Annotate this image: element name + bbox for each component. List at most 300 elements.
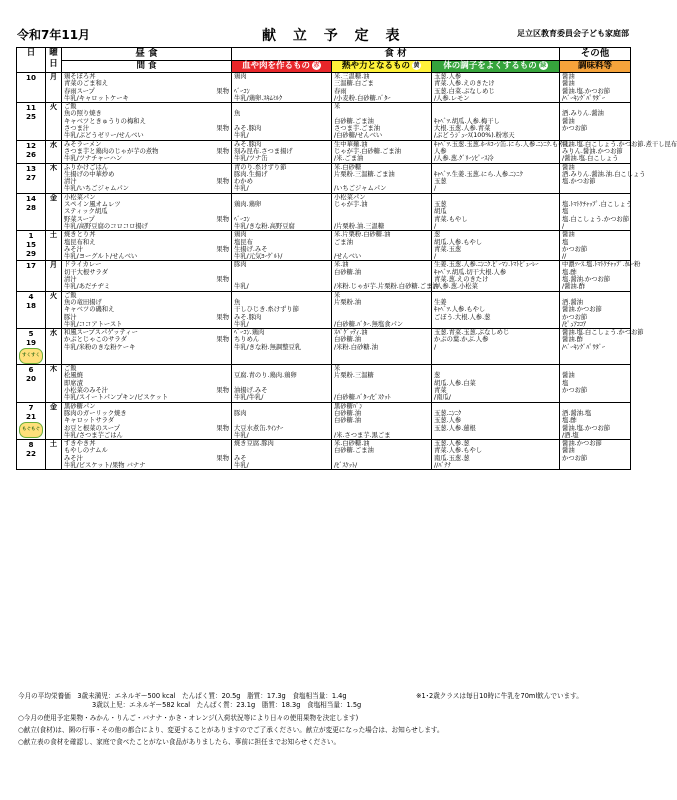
dish-name: 切干大根サラダ bbox=[64, 268, 109, 276]
green-ingredients-line: ｷｬﾍﾞﾂ.胡瓜.切干大根.人参 bbox=[434, 268, 507, 276]
green-ingredients-line: 玉葱.人参 bbox=[434, 417, 462, 425]
seasonings-line: かつお節 bbox=[562, 245, 588, 253]
date-number: 19 bbox=[25, 338, 36, 348]
green-ingredients bbox=[432, 163, 560, 193]
seasonings bbox=[560, 365, 631, 403]
day-row bbox=[17, 73, 631, 103]
red-ingredients-line: 刻み昆布.さつま揚げ bbox=[234, 147, 293, 155]
seasonings-line bbox=[562, 394, 628, 401]
dish-name: かぶとじゃこのサラダ bbox=[64, 336, 127, 344]
menu-items-line bbox=[64, 208, 229, 215]
seasonings-line: 酒.醤油 bbox=[562, 298, 583, 306]
dish-name: ご飯 bbox=[64, 103, 77, 111]
red-ingredients-line: 鶏肉.鶏卵 bbox=[234, 201, 262, 209]
green-ingredients bbox=[432, 365, 560, 403]
event-badge-icon: すくすく bbox=[19, 348, 43, 364]
red-ingredients bbox=[232, 291, 332, 329]
seasonings-line: 醤油.酢 bbox=[562, 336, 583, 344]
red-ingredients bbox=[232, 193, 332, 231]
dish-name: キャベツときゅうりの梅和え bbox=[64, 117, 146, 125]
red-ingredients bbox=[232, 140, 332, 163]
dish-name: 鶏そぼろ丼 bbox=[64, 73, 96, 80]
weekday-column-header bbox=[46, 48, 62, 73]
menu-items-line bbox=[64, 80, 229, 87]
day-row bbox=[17, 402, 631, 440]
date-number: 15 bbox=[25, 240, 36, 250]
dish-name: 牛乳/米粉のきな粉ケーキ bbox=[64, 343, 136, 351]
event-badge-icon: もぐもぐ bbox=[19, 422, 43, 438]
date-number: 27 bbox=[25, 172, 36, 182]
red-ingredients-line: 牛乳/ツナ缶 bbox=[234, 155, 268, 163]
menu-items-line bbox=[64, 223, 229, 230]
menu-items-line bbox=[64, 372, 229, 379]
weekday: 月 bbox=[46, 261, 62, 291]
dish-name: スペイン風オムレツ bbox=[64, 201, 121, 209]
menu-items bbox=[62, 140, 232, 163]
green-ingredients-line: ｷｬﾍﾞﾂ.人参.もやし bbox=[434, 306, 486, 314]
yellow-ingredients-line: ｽﾊﾟｹﾞｯﾃｨ.油 bbox=[334, 329, 368, 337]
red-ingredients-line: 牛乳/鶏卵.ｽｷﾑﾐﾙｸ bbox=[234, 94, 283, 102]
green-ingredients-line bbox=[434, 365, 557, 372]
green-ingredients-line: 葱 bbox=[434, 372, 441, 380]
seasonings bbox=[560, 440, 631, 470]
green-ingredients-line: 玉葱.人参.葱 bbox=[434, 440, 470, 448]
day-row bbox=[17, 329, 631, 365]
nutrition-row-2 bbox=[18, 701, 628, 709]
seasonings-line: /醤油.酢 bbox=[562, 283, 586, 291]
yellow-ingredients-line bbox=[334, 306, 429, 313]
yellow-ingredients bbox=[332, 261, 439, 291]
yellow-ingredients-line bbox=[334, 455, 429, 462]
yellow-mark-icon: 黄 bbox=[413, 62, 420, 69]
date-number: 22 bbox=[25, 449, 36, 459]
green-ingredients-line: //ﾊﾞﾅﾅ bbox=[434, 462, 451, 470]
yellow-ingredients bbox=[332, 365, 432, 403]
red-ingredients-line: みそ.豚肉 bbox=[234, 125, 262, 133]
green-ingredients-line: / bbox=[434, 253, 437, 261]
yellow-ingredients-line: /米.ごま油 bbox=[334, 155, 364, 163]
yellow-ingredients-line: /いちごジャムパン bbox=[334, 185, 387, 193]
green-ingredients-line bbox=[434, 403, 557, 410]
dish-name: 青菜のごま和え bbox=[64, 80, 109, 88]
date-number: 13 bbox=[25, 163, 36, 173]
seasonings-line: 塩 bbox=[562, 379, 569, 387]
green-ingredients-line bbox=[434, 110, 557, 117]
menu-items-line bbox=[64, 344, 229, 351]
menu-items-line bbox=[64, 185, 229, 192]
menu-items-line bbox=[64, 432, 229, 439]
dish-name: みそ汁 bbox=[64, 454, 83, 462]
seasonings-line: // bbox=[562, 253, 567, 261]
menu-body bbox=[17, 72, 677, 470]
date-number: 1 bbox=[28, 231, 34, 241]
dish-name: 野菜スープ bbox=[64, 215, 95, 223]
dish-name: キャベツの磯和え bbox=[64, 306, 115, 314]
menu-items-line bbox=[64, 425, 229, 432]
yellow-ingredients-line: /米粉.じゃが芋.片栗粉.白砂糖.ごま油 bbox=[334, 283, 439, 291]
green-ingredients-line: 胡瓜 bbox=[434, 208, 447, 216]
green-ingredients-line bbox=[434, 292, 557, 299]
snack-column-header: 間 食 bbox=[62, 61, 232, 73]
day-row bbox=[17, 440, 631, 470]
red-ingredients-line bbox=[234, 269, 329, 276]
seasonings-line: 醤油 bbox=[562, 117, 575, 125]
red-ingredients-line: 塩昆布 bbox=[234, 238, 253, 246]
red-ingredients-line: 牛乳/きな粉.無調整豆乳 bbox=[234, 343, 302, 351]
category-red-header: 血や肉を作るもの 赤 bbox=[232, 61, 332, 73]
menu-items-line bbox=[64, 336, 229, 343]
yellow-ingredients bbox=[332, 291, 432, 329]
day-dates bbox=[17, 261, 46, 291]
fruit-marker: 果物 bbox=[216, 178, 229, 186]
green-ingredients-line: 玉葱 bbox=[434, 201, 447, 209]
date-number: 20 bbox=[25, 374, 36, 384]
green-ingredients-line bbox=[434, 321, 557, 328]
green-ingredients-line: 青菜.人参.えのきたけ bbox=[434, 80, 495, 88]
seasonings bbox=[560, 329, 644, 365]
dish-name: 牛乳/ココアトースト bbox=[64, 320, 123, 328]
green-ingredients bbox=[432, 329, 560, 365]
dish-name: 牛乳/高野豆腐のコロコロ揚げ bbox=[64, 222, 148, 230]
green-ingredients-line: 青菜.人参.もやし bbox=[434, 447, 483, 455]
yellow-ingredients bbox=[332, 73, 432, 103]
seasonings-line bbox=[562, 185, 628, 192]
day-dates bbox=[17, 163, 46, 193]
fruit-marker: 果物 bbox=[216, 276, 229, 284]
seasonings-line: 醤油 bbox=[562, 231, 575, 239]
red-ingredients-line: わかめ bbox=[234, 178, 253, 186]
green-ingredients-line: 生姜.玉葱.人参.ﾆﾝﾆｸ.ﾋﾟｰﾏﾝ.ﾄﾏﾄﾋﾟｭｰﾚｰ bbox=[434, 261, 539, 269]
yellow-ingredients-line: 白砂糖.ごま油 bbox=[334, 447, 374, 455]
weekday: 金 bbox=[46, 193, 62, 231]
yellow-ingredients-line: 米.油 bbox=[334, 261, 349, 269]
note-allergy: ○献立表の食材を確認し、家庭で食べたことがない食品がありましたら、事前に担任までお知らせください。 bbox=[18, 738, 341, 746]
red-ingredients-line: 牛乳/きな粉.高野豆腐 bbox=[234, 222, 295, 230]
dish-name: 塩昆布和え bbox=[64, 238, 96, 246]
menu-items-line bbox=[64, 110, 229, 117]
seasonings-line: /酒.塩 bbox=[562, 431, 579, 439]
red-ingredients-line: ちりめん bbox=[234, 336, 260, 344]
menu-items-line bbox=[64, 132, 229, 139]
menu-items-line bbox=[64, 194, 229, 201]
red-ingredients-line bbox=[234, 80, 329, 87]
date-number: 6 bbox=[28, 365, 34, 375]
yellow-ingredients-line: /ﾋﾞｽｹｯﾄ/ bbox=[334, 462, 358, 470]
dish-name: 牛乳/ビスケット/果物 バナナ bbox=[64, 462, 146, 470]
seasonings-line: 醤油 bbox=[562, 447, 575, 455]
green-ingredients-line: 青菜.玉葱 bbox=[434, 245, 462, 253]
yellow-ingredients-line: 白砂糖.ごま油 bbox=[334, 117, 374, 125]
yellow-ingredients-line: 春雨 bbox=[334, 87, 347, 95]
seasonings bbox=[560, 291, 631, 329]
yellow-ingredients-line bbox=[334, 314, 429, 321]
category-yellow-header: 熱や力となるもの 黄 bbox=[332, 61, 432, 73]
yellow-ingredients bbox=[332, 140, 432, 163]
menu-items-line bbox=[64, 292, 229, 299]
seasonings bbox=[560, 261, 641, 291]
red-ingredients-line bbox=[234, 417, 329, 424]
day-row bbox=[17, 193, 631, 231]
seasonings-line bbox=[562, 403, 628, 410]
dish-name: ご飯 bbox=[64, 291, 77, 299]
green-ingredients bbox=[432, 402, 560, 440]
menu-items bbox=[62, 163, 232, 193]
yellow-ingredients-line: 白砂糖.油 bbox=[334, 417, 362, 425]
dish-name: 魚の照り焼き bbox=[64, 110, 102, 118]
date-number: 17 bbox=[25, 261, 36, 271]
red-mark-icon: 赤 bbox=[313, 62, 320, 69]
date-number: 28 bbox=[25, 202, 36, 212]
green-ingredients-line: 青菜.葱.えのきたけ bbox=[434, 276, 489, 284]
dish-name: 春雨スープ bbox=[64, 87, 95, 95]
menu-items-line bbox=[64, 403, 229, 410]
green-ingredients-line: ｷｬﾍﾞﾂ.玉葱.玉葱.ﾎｰﾙｺｰﾝ缶.にら.人参.ﾆﾝﾆｸ.もやし bbox=[434, 140, 571, 148]
weekday: 月 bbox=[46, 73, 62, 103]
lunch-column-header: 昼 食 bbox=[62, 48, 232, 61]
green-ingredients-line: 南瓜.玉葱.葱 bbox=[434, 454, 470, 462]
green-ingredients-line: 大根.玉葱.人参.青菜 bbox=[434, 125, 491, 133]
day-row bbox=[17, 261, 631, 291]
yellow-ingredients-line bbox=[334, 380, 429, 387]
dish-name: 牛乳/キャロットケーキ bbox=[64, 94, 129, 102]
dish-name: 豚汁 bbox=[64, 313, 77, 321]
fruit-marker: 果物 bbox=[216, 313, 229, 321]
red-ingredients-line: 牛乳/ bbox=[234, 320, 249, 328]
seasonings-line: 醤油 bbox=[562, 80, 575, 88]
seasonings-line: 中濃ｿｰｽ.塩.ﾄﾏﾄｹﾁｬｯﾌﾟ.ｶﾚｰ粉 bbox=[562, 261, 641, 269]
green-ingredients-line: /人参.レモン bbox=[434, 94, 470, 102]
red-ingredients bbox=[232, 329, 332, 365]
menu-items-line bbox=[64, 155, 229, 162]
red-ingredients-line: 鶏肉 bbox=[234, 73, 247, 80]
seasonings-line: 酒.みりん.醤油 bbox=[562, 110, 604, 118]
yellow-ingredients-line: 米.白砂糖 bbox=[334, 163, 362, 171]
green-ingredients-line: 玉葱.青菜.玉葱.ぶなしめじ bbox=[434, 329, 510, 337]
yellow-ingredients-line: /白砂糖.ﾊﾞﾀｰ/ﾋﾞｽｹｯﾄ bbox=[334, 394, 391, 402]
red-ingredients-line: 牛乳/ bbox=[234, 431, 249, 439]
menu-items-line bbox=[64, 394, 229, 401]
day-dates bbox=[17, 291, 46, 329]
green-ingredients bbox=[432, 261, 560, 291]
yellow-ingredients-line: /せんべい bbox=[334, 253, 362, 261]
nutrition-over3: 3歳以上児：エネルギー582 kcal たんぱく質：23.1g 脂質：18.3g 食塩相当量：1.5g bbox=[92, 701, 362, 709]
fruit-marker: 果物 bbox=[216, 147, 229, 155]
red-ingredients bbox=[232, 73, 332, 103]
green-ingredients bbox=[432, 440, 560, 470]
yellow-ingredients-line: /小麦粉.白砂糖.ﾊﾞﾀｰ bbox=[334, 94, 391, 102]
menu-items-line bbox=[64, 269, 229, 276]
seasonings-line bbox=[562, 292, 628, 299]
dish-name: 焼きとり丼 bbox=[64, 231, 96, 239]
green-ingredients-line: /人参.葱.ｸﾞﾘｰﾝﾋﾟｰｽ冷 bbox=[434, 155, 494, 163]
date-number: 29 bbox=[25, 249, 36, 259]
seasonings-line: 醤油.塩.かつお節 bbox=[562, 424, 611, 432]
red-ingredients bbox=[232, 163, 332, 193]
menu-items-line bbox=[64, 455, 229, 462]
seasonings-line bbox=[562, 194, 628, 201]
seasonings-line: 塩.ﾄﾏﾄｹﾁｬｯﾌﾟ.白こしょう bbox=[562, 201, 633, 209]
seasonings-line: みりん.醤油.かつお節 bbox=[562, 147, 623, 155]
date-number: 11 bbox=[25, 103, 36, 113]
day-dates bbox=[17, 440, 46, 470]
red-ingredients-line bbox=[234, 194, 329, 201]
green-ingredients-line: 玉葱.人参.蓮根 bbox=[434, 424, 476, 432]
green-ingredients-line: 胡瓜.人参.もやし bbox=[434, 238, 483, 246]
dish-name: 牛乳/あだチヂミ bbox=[64, 283, 111, 291]
red-ingredients-line: 豚肉.生揚げ bbox=[234, 170, 268, 178]
organization-label: 足立区教育委員会子ども家庭部 bbox=[517, 29, 629, 38]
yellow-ingredients-line bbox=[334, 425, 429, 432]
yellow-ingredients-line: /米粉.白砂糖.油 bbox=[334, 343, 378, 351]
yellow-ingredients-line: 黒砂糖ﾊﾟﾝ bbox=[334, 402, 363, 410]
seasonings bbox=[560, 140, 677, 163]
red-ingredients-line: 干しひじき.糸けずり節 bbox=[234, 306, 299, 314]
date-number: 4 bbox=[28, 291, 34, 301]
yellow-ingredients-line: 片栗粉.三温糖.ごま油 bbox=[334, 170, 395, 178]
seasonings-line: 醤油.かつお節 bbox=[562, 306, 602, 314]
seasonings-line: /ﾍﾞｰｷﾝｸﾞﾊﾟｳﾀﾞｰ bbox=[562, 343, 606, 351]
fruit-marker: 果物 bbox=[216, 424, 229, 432]
dish-name: キャロットサラダ bbox=[64, 417, 115, 425]
yellow-ingredients-line: 白砂糖.油 bbox=[334, 336, 362, 344]
weekday: 木 bbox=[46, 163, 62, 193]
red-ingredients-line: みそ.豚肉 bbox=[234, 140, 262, 148]
menu-items-line bbox=[64, 261, 229, 268]
green-ingredients bbox=[432, 103, 560, 141]
red-ingredients-line: 豚肉 bbox=[234, 409, 247, 417]
seasonings-line: 醤油.塩.白こしょう.かつお節 bbox=[562, 329, 644, 337]
day-row bbox=[17, 103, 631, 141]
green-ingredients bbox=[432, 291, 560, 329]
red-ingredients-line: 青のり.糸けずり節 bbox=[234, 163, 287, 171]
green-ingredients-line: /人参.葱.小松菜 bbox=[434, 283, 478, 291]
nutrition-row-1 bbox=[18, 692, 628, 700]
note-fruits: ○今月の使用予定果物・みかん・りんご・バナナ・かき・オレンジ(入荷状況等により日々の使用果物を決定します) bbox=[18, 714, 359, 722]
yellow-ingredients-line: じゃが芋.油 bbox=[334, 201, 368, 209]
seasonings-line: /醤油.塩.白こしょう bbox=[562, 155, 619, 163]
green-ingredients-line: 玉葱.白菜.ぶなしめじ bbox=[434, 87, 495, 95]
seasonings-line: 醤油.塩.かつお節 bbox=[562, 87, 611, 95]
day-dates bbox=[17, 73, 46, 103]
red-ingredients-line: 豚肉 bbox=[234, 261, 247, 269]
date-number: 7 bbox=[28, 402, 34, 412]
red-ingredients-line: 牛乳/元気ﾖｰｸﾞﾙﾄ/ bbox=[234, 253, 283, 261]
menu-items-line bbox=[64, 417, 229, 424]
dish-name: 牛乳/ぶどうゼリー/せんべい bbox=[64, 132, 144, 140]
seasonings-line bbox=[562, 462, 628, 469]
date-number: 25 bbox=[25, 112, 36, 122]
fruit-marker: 果物 bbox=[216, 245, 229, 253]
seasonings-line: かつお節 bbox=[562, 454, 588, 462]
dish-name: 黒砂糖パン bbox=[64, 402, 96, 410]
red-ingredients bbox=[232, 103, 332, 141]
weekday: 水 bbox=[46, 140, 62, 163]
green-ingredients-line: ｷｬﾍﾞﾂ.生姜.玉葱.にら.人参.ﾆﾝﾆｸ bbox=[434, 170, 523, 178]
green-ingredients-line: /南瓜/ bbox=[434, 394, 451, 402]
dish-name: 牛乳/ツナチャーハン bbox=[64, 155, 123, 163]
seasonings-line: 塩.かつお節 bbox=[562, 178, 596, 186]
menu-items bbox=[62, 291, 232, 329]
menu-items-line bbox=[64, 306, 229, 313]
red-ingredients-line: ﾍﾞｰｺﾝ bbox=[234, 87, 250, 95]
red-ingredients-line bbox=[234, 103, 329, 110]
menu-items-line bbox=[64, 95, 229, 102]
yellow-ingredients-line: 白砂糖.油 bbox=[334, 268, 362, 276]
menu-items-line bbox=[64, 216, 229, 223]
seasonings-line: 醤油 bbox=[562, 163, 575, 171]
red-ingredients-line: ﾍﾞｰｺﾝ bbox=[234, 215, 250, 223]
fruit-marker: 果物 bbox=[216, 125, 229, 133]
menu-items-line bbox=[64, 141, 229, 148]
red-ingredients-line bbox=[234, 447, 329, 454]
green-ingredients-line: ｷｬﾍﾞﾂ.胡瓜.人参.梅干し bbox=[434, 117, 500, 125]
yellow-ingredients-line: 生中華麺.油 bbox=[334, 140, 368, 148]
yellow-ingredients bbox=[332, 193, 432, 231]
menu-items-line bbox=[64, 380, 229, 387]
seasonings-line: 塩.酢 bbox=[562, 417, 577, 425]
menu-items bbox=[62, 365, 232, 403]
yellow-ingredients-line: 白砂糖.油 bbox=[334, 409, 362, 417]
fruit-marker: 果物 bbox=[216, 336, 229, 344]
red-ingredients-line: 豆腐.青のり.鶏肉.鶏卵 bbox=[234, 372, 297, 380]
fruit-marker: 果物 bbox=[216, 215, 229, 223]
day-row bbox=[17, 365, 631, 403]
date-number: 8 bbox=[28, 440, 34, 450]
day-dates bbox=[17, 231, 46, 261]
yellow-ingredients bbox=[332, 231, 432, 261]
dish-name: 清汁 bbox=[64, 178, 77, 186]
green-mark-icon: 緑 bbox=[540, 62, 547, 69]
date-number: 5 bbox=[28, 329, 34, 339]
red-ingredients bbox=[232, 231, 332, 261]
red-ingredients-line: 油揚げ.みそ bbox=[234, 387, 268, 395]
green-ingredients-line: かぶの葉.かぶ.人参 bbox=[434, 336, 489, 344]
weekday: 水 bbox=[46, 329, 62, 365]
menu-items-line bbox=[64, 462, 229, 469]
seasonings-line: 酒.醤油.塩 bbox=[562, 409, 592, 417]
seasonings-line: 塩 bbox=[562, 238, 569, 246]
day-row bbox=[17, 291, 631, 329]
dish-name: すきやき丼 bbox=[64, 440, 96, 448]
dish-name: 即席漬 bbox=[64, 379, 83, 387]
yellow-ingredients-line: さつま芋.ごま油 bbox=[334, 125, 381, 133]
green-ingredients-line: / bbox=[434, 343, 437, 351]
red-ingredients-line: 牛乳/ bbox=[234, 462, 249, 470]
day-dates bbox=[17, 103, 46, 141]
seasonings-line: 醤油 bbox=[562, 73, 575, 80]
dish-name: 牛乳/さつま芋ごはん bbox=[64, 431, 123, 439]
red-ingredients-line: 魚 bbox=[234, 110, 241, 118]
green-ingredients-line: ごぼう.大根.人参.葱 bbox=[434, 313, 491, 321]
yellow-ingredients-line: 米 bbox=[334, 365, 341, 373]
green-ingredients-line: 胡瓜.人参.白菜 bbox=[434, 379, 476, 387]
red-ingredients-line bbox=[234, 118, 329, 125]
dish-name: 牛乳/スイートパンプキン/ビスケット bbox=[64, 394, 169, 402]
menu-items-line bbox=[64, 314, 229, 321]
dish-name: ご飯 bbox=[64, 365, 77, 373]
yellow-ingredients-line: 米 bbox=[334, 103, 341, 111]
green-ingredients-line: 生姜 bbox=[434, 298, 447, 306]
seasonings-line: 醤油.塩.白こしょう.かつお節.煮干し昆布 bbox=[562, 140, 677, 148]
menu-items-line bbox=[64, 283, 229, 290]
dish-name: 和風スープスパゲッティー bbox=[64, 329, 138, 337]
red-ingredients bbox=[232, 261, 332, 291]
green-ingredients-line: 玉葱.人参 bbox=[434, 73, 462, 80]
green-ingredients bbox=[432, 193, 560, 231]
red-ingredients-line: 牛乳/ bbox=[234, 132, 249, 140]
menu-items bbox=[62, 73, 232, 103]
red-ingredients-line: 鶏肉 bbox=[234, 231, 247, 239]
